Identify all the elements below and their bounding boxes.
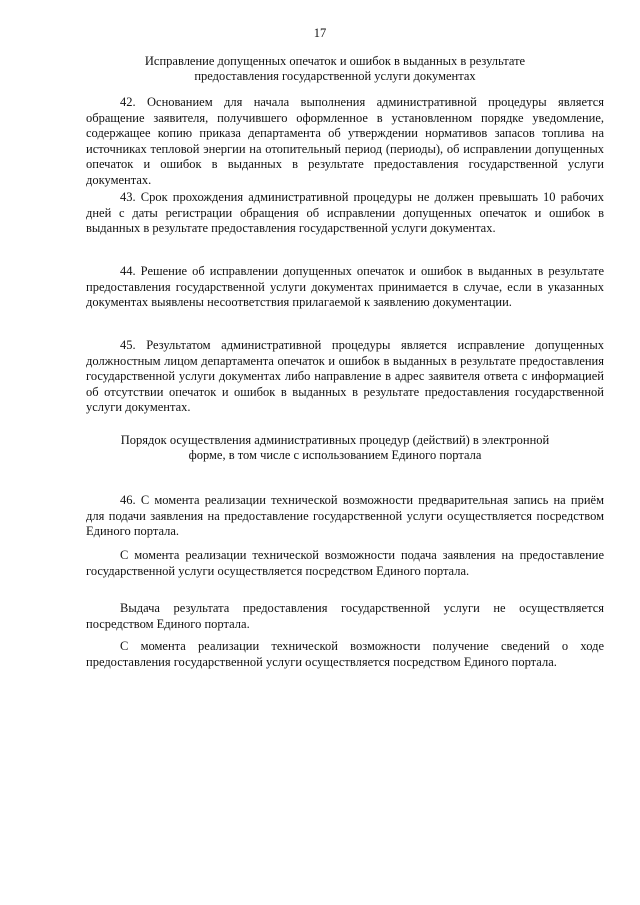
paragraph-submission: С момента реализации технической возможности подача заявления на предоставление государственной услуги осуществляется посредством Единого портала. bbox=[86, 548, 604, 578]
paragraph-46: 46. С момента реализации технической возможности предварительная запись на приём для подачи заявления на предоставление государственной услуги осуществляется посредством Единого портала. bbox=[86, 493, 604, 538]
paragraph-status-info: С момента реализации технической возможности получение сведений о ходе предоставления государственной услуги осуществляется посредством Единого портала. bbox=[86, 639, 604, 669]
paragraph-result-issuance: Выдача результата предоставления государственной услуги не осуществляется посредством Единого портала. bbox=[86, 601, 604, 631]
paragraph-43: 43. Срок прохождения административной процедуры не должен превышать 10 рабочих дней с даты регистрации обращения об исправлении допущенных опечаток и ошибок в выданных в результате предоставления государственной услуги документах. bbox=[86, 190, 604, 235]
paragraph-44: 44. Решение об исправлении допущенных опечаток и ошибок в выданных в результате предоставления государственной услуги документах принимается в случае, если в указанных документах выявлены несоответствия прилагаемой к заявлению документации. bbox=[86, 264, 604, 309]
page-number: 17 bbox=[313, 26, 327, 40]
section-heading-corrections: Исправление допущенных опечаток и ошибок в выданных в результате предоставления государственной услуги документах bbox=[144, 54, 526, 83]
section-heading-electronic-form: Порядок осуществления административных процедур (действий) в электронной форме, в том числе с использованием Единого портала bbox=[120, 433, 550, 462]
paragraph-42: 42. Основанием для начала выполнения административной процедуры является обращение заявителя, получившего оформленное в установленном порядке уведомление, содержащее копию приказа департамента об утверждении нормативов запасов топлива на источниках тепловой энергии на отопительный период (периоды), об исправлении допущенных опечаток и ошибок в выданных в результате предоставления государственной услуги документах. bbox=[86, 95, 604, 187]
paragraph-45: 45. Результатом административной процедуры является исправление допущенных должностным лицом департамента опечаток и ошибок в выданных в результате предоставления государственной услуги документах либо направление в адрес заявителя ответа с информацией об отсутствии опечаток и ошибок в выданных в результате предоставления государственной услуги документах. bbox=[86, 338, 604, 414]
